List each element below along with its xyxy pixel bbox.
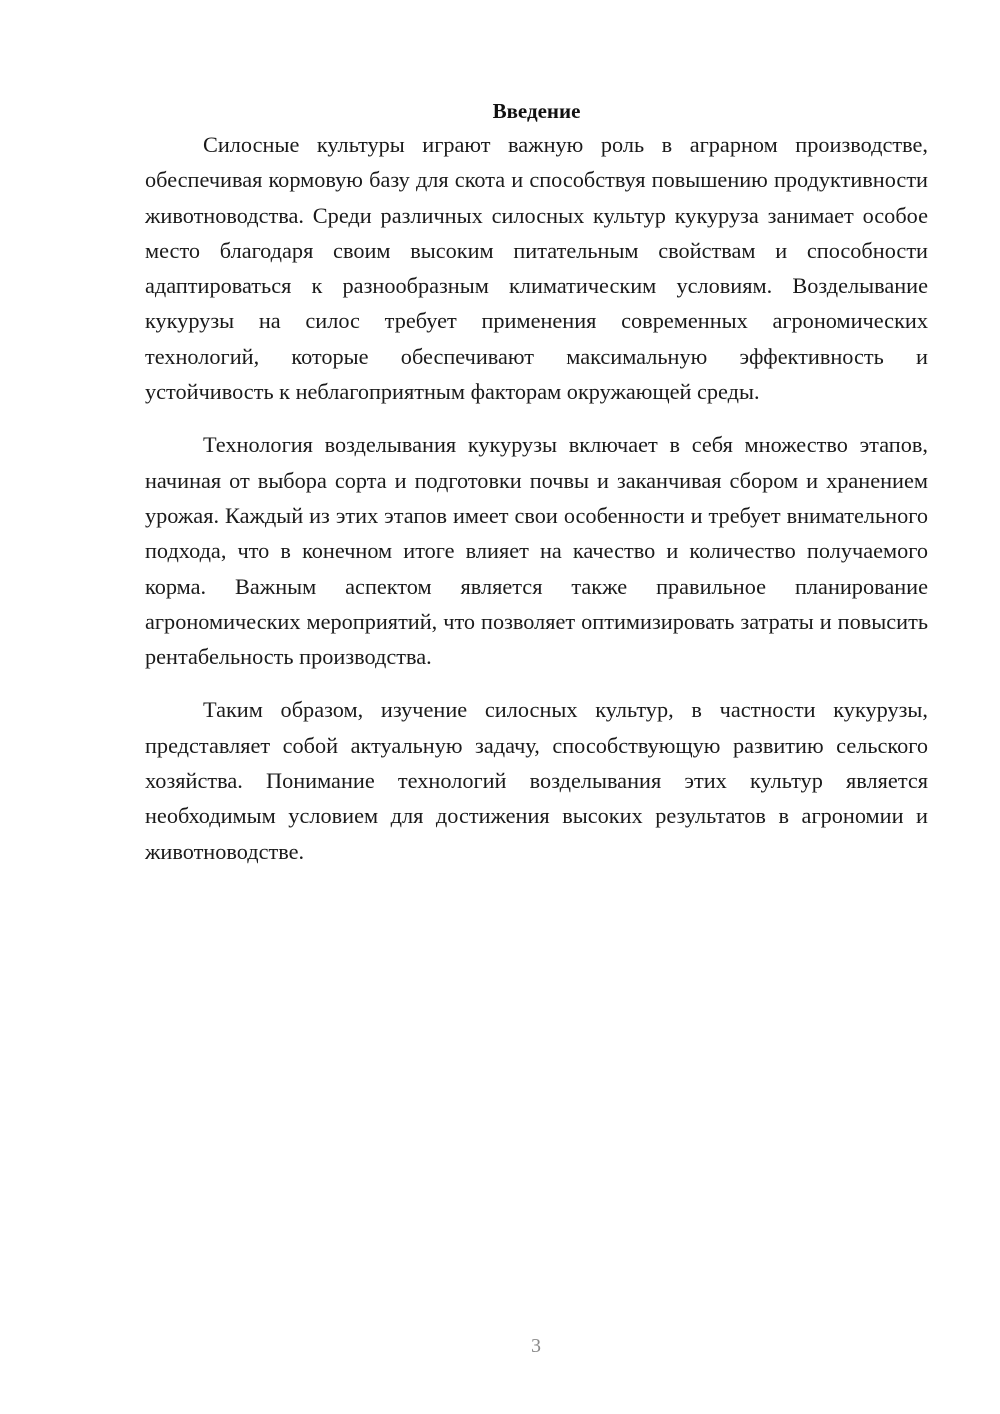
paragraph-2: Технология возделывания кукурузы включает в себя множество этапов, начиная от выбора сорта и подготовки почвы и заканчивая сбором и хранением урожая. Каждый из этих этапов имеет свои особенности и требует внимательного подхода, что в конечном итоге влияет на качество и количество получаемого корма. Важным аспектом является также правильное планирование агрономических мероприятий, что позволяет оптимизировать затраты и повысить рентабельность производства.: [145, 432, 928, 670]
page-content: [145, 96, 928, 887]
paragraph-3: Таким образом, изучение силосных культур, в частности кукурузы, представляет собой актуальную задачу, способствующую развитию сельского хозяйства. Понимание технологий возделывания этих культур является необходимым условием для достижения высоких результатов в агрономии и животноводстве.: [145, 697, 928, 864]
page-number: 3: [531, 1335, 541, 1357]
paragraph-1: Силосные культуры играют важную роль в аграрном производстве, обеспечивая кормовую базу для скота и способствуя повышению продуктивности животноводства. Среди различных силосных культур кукуруза занимает особое место благодаря своим высоким питательным свойствам и способности адаптироваться к разнообразным климатическим условиям. Возделывание кукурузы на силос требует применения современных агрономических технологий, которые обеспечивают максимальную эффективность и устойчивость к неблагоприятным факторам окружающей среды.: [145, 132, 928, 405]
section-heading: Введение: [492, 99, 581, 123]
